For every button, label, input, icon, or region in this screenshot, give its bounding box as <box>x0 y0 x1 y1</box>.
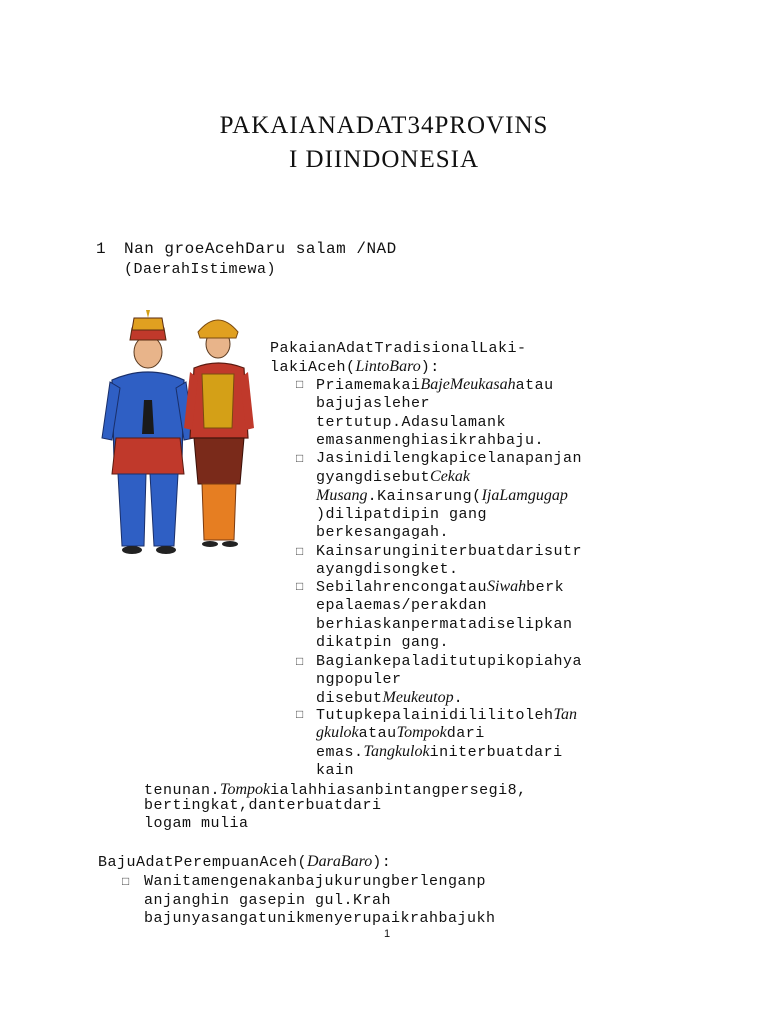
bullet-icon: □ <box>296 708 304 722</box>
men-bullet-5-line-2: ngpopuler <box>316 671 402 688</box>
men-bullet-4-line-1: SebilahrencongatauSiwahberk <box>316 578 565 596</box>
men-bullet-6-line-4: kain <box>316 762 355 779</box>
section-subheading: (DaerahIstimewa) <box>124 261 277 278</box>
men-bullet-1-line-2: bajujasleher <box>316 395 431 412</box>
women-bullet-1-line-1: Wanitamengenakanbajukurungberlenganp <box>144 873 487 890</box>
section-number: 1 <box>96 240 107 258</box>
men-heading-line-1: PakaianAdatTradisionalLaki- <box>270 340 527 357</box>
men-continuation-line-1: tenunan.Tompokialahhiasanbintangpersegi8, <box>144 781 527 799</box>
section-heading: Nan groeAcehDaru salam /NAD <box>124 240 397 258</box>
men-continuation-line-3: logam mulia <box>144 815 249 832</box>
woman-figure <box>184 320 254 547</box>
men-bullet-4-line-2: epalaemas/perakdan <box>316 597 488 614</box>
bullet-icon: □ <box>122 875 130 889</box>
men-bullet-6-line-3: emas.Tangkulokiniterbuatdari <box>316 743 563 761</box>
women-bullet-1-line-2: anjanghin gasepin gul.Krah <box>144 892 392 909</box>
bullet-icon: □ <box>296 545 304 559</box>
men-bullet-2-line-2: gyangdisebutCekak <box>316 468 471 486</box>
bullet-icon: □ <box>296 655 304 669</box>
aceh-couple-illustration <box>98 288 258 560</box>
men-bullet-1-line-3: tertutup.Adasulamank <box>316 414 507 431</box>
men-bullet-2-line-3: Musang.Kainsarung(IjaLamgugap <box>316 487 568 505</box>
men-bullet-1-line-4: emasanmenghiasikrahbaju. <box>316 432 545 449</box>
page-title-line-2: I DIINDONESIA <box>288 146 480 173</box>
women-bullet-1-line-3: bajunyasangatunikmenyerupaikrahbajukh <box>144 910 496 927</box>
men-bullet-6-line-1: TutupkepalainidililitolehTan <box>316 706 577 724</box>
page-number: 1 <box>384 928 391 940</box>
bullet-icon: □ <box>296 580 304 594</box>
women-heading: BajuAdatPerempuanAceh(DaraBaro): <box>98 853 392 871</box>
men-bullet-6-line-2: gkulokatauTompokdari <box>316 724 485 742</box>
man-figure <box>102 310 194 554</box>
men-bullet-4-line-4: dikatpin gang. <box>316 634 450 651</box>
men-bullet-5-line-1: Bagiankepaladitutupikopiahya <box>316 653 583 670</box>
men-heading-line-2: lakiAceh(LintoBaro): <box>270 358 440 376</box>
men-bullet-5-line-3: disebutMeukeutop. <box>316 689 464 707</box>
men-bullet-3-line-1: Kainsarunginiterbuatdarisutr <box>316 543 583 560</box>
men-bullet-4-line-3: berhiaskanpermatadiselipkan <box>316 616 573 633</box>
page-title-line-1: PAKAIANADAT34PROVINS <box>219 112 549 139</box>
men-bullet-2-line-5: berkesangagah. <box>316 524 450 541</box>
bullet-icon: □ <box>296 452 304 466</box>
men-bullet-1-line-1: PriamemakaiBajeMeukasahatau <box>316 376 554 394</box>
men-bullet-2-line-1: Jasinidilengkapicelanapanjan <box>316 450 583 467</box>
men-bullet-3-line-2: ayangdisongket. <box>316 561 459 578</box>
men-bullet-2-line-4: )dilipatdipin gang <box>316 506 488 523</box>
bullet-icon: □ <box>296 378 304 392</box>
men-continuation-line-2: bertingkat,danterbuatdari <box>144 797 382 814</box>
